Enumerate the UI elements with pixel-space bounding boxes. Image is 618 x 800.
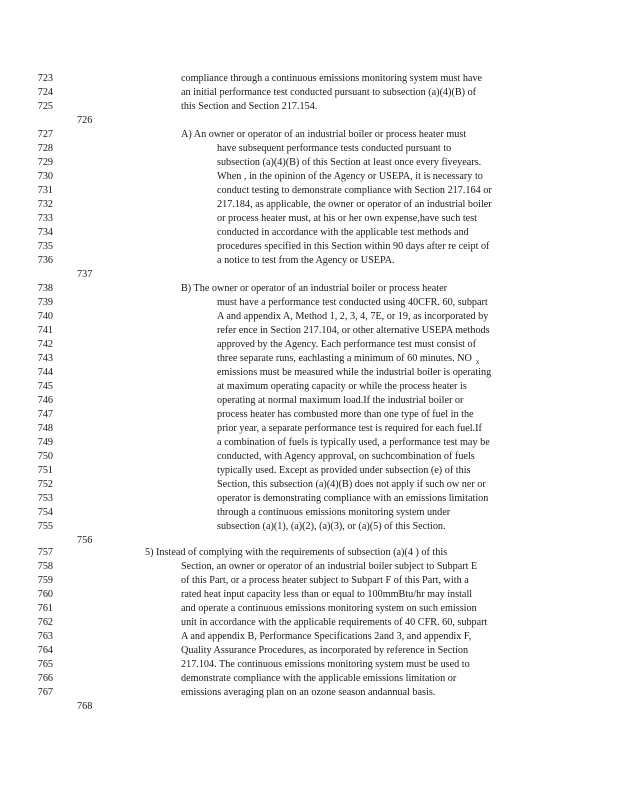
text-line	[0, 686, 618, 700]
text-line	[0, 380, 618, 394]
line-number: 747	[37, 409, 53, 420]
text-line	[0, 156, 618, 170]
text-line	[0, 574, 618, 588]
text-line	[0, 226, 618, 240]
text-line	[0, 546, 618, 560]
text-line	[0, 450, 618, 464]
text-line	[0, 644, 618, 658]
line-text: subsection (a)(4)(B) of this Section at least once every fiveyears.	[217, 157, 482, 168]
text-line	[0, 240, 618, 254]
line-number: 736	[37, 255, 53, 266]
text-line	[0, 352, 618, 366]
line-number: 768	[77, 701, 93, 712]
text-line	[0, 296, 618, 310]
line-number: 731	[37, 185, 53, 196]
text-line	[0, 72, 618, 86]
line-number: 738	[37, 283, 53, 294]
line-number: 737	[77, 269, 93, 280]
text-line	[0, 436, 618, 450]
line-text: conduct testing to demonstrate compliance with Section 217.164 or	[217, 185, 492, 196]
line-number: 730	[37, 171, 53, 182]
line-text: refer ence in Section 217.104, or other alternative USEPA methods	[217, 325, 490, 336]
line-number: 749	[37, 437, 53, 448]
text-line	[0, 100, 618, 114]
line-number: 755	[37, 521, 53, 532]
line-text: A) An owner or operator of an industrial boiler or process heater must	[181, 129, 467, 140]
text-line	[0, 672, 618, 686]
line-text: When , in the opinion of the Agency or USEPA, it is necessary to	[217, 171, 483, 182]
line-number: 757	[37, 547, 53, 558]
text-line	[0, 464, 618, 478]
line-number: 753	[37, 493, 53, 504]
text-line	[0, 310, 618, 324]
text-line	[0, 520, 618, 534]
line-text: or process heater must, at his or her own expense,have such test	[217, 213, 477, 224]
line-number: 765	[37, 659, 53, 670]
text-line	[0, 616, 618, 630]
line-number: 762	[37, 617, 53, 628]
text-line	[0, 338, 618, 352]
gap-line	[0, 114, 618, 128]
line-number: 740	[37, 311, 53, 322]
text-line	[0, 588, 618, 602]
line-text: 5) Instead of complying with the requirements of subsection (a)(4 ) of this	[145, 547, 448, 558]
line-text: conducted, with Agency approval, on suchcombination of fuels	[217, 451, 475, 462]
line-number: 732	[37, 199, 53, 210]
line-number: 733	[37, 213, 53, 224]
line-number: 761	[37, 603, 53, 614]
line-number: 724	[37, 87, 53, 98]
line-number: 728	[37, 143, 53, 154]
text-line	[0, 422, 618, 436]
line-number: 759	[37, 575, 53, 586]
line-number: 748	[37, 423, 53, 434]
line-number: 744	[37, 367, 53, 378]
line-text: a notice to test from the Agency or USEPA.	[217, 255, 395, 266]
text-line	[0, 170, 618, 184]
text-line	[0, 658, 618, 672]
text-line	[0, 394, 618, 408]
text-line	[0, 408, 618, 422]
line-number: 766	[37, 673, 53, 684]
line-number: 739	[37, 297, 53, 308]
line-text: have subsequent performance tests conducted pursuant to	[217, 143, 452, 154]
text-line	[0, 478, 618, 492]
nox-subscript: x	[475, 358, 480, 367]
line-number: 726	[77, 115, 93, 126]
line-text: 217.184, as applicable, the owner or operator of an industrial boiler	[217, 199, 492, 210]
text-line	[0, 128, 618, 142]
text-line	[0, 86, 618, 100]
line-text: emissions must be measured while the industrial boiler is operating	[217, 367, 492, 378]
line-text: A and appendix A, Method 1, 2, 3, 4, 7E, or 19, as incorporated by	[217, 311, 489, 322]
line-number: 727	[37, 129, 53, 140]
line-number: 745	[37, 381, 53, 392]
line-text-main: three separate runs, eachlasting a minimum of 60 minutes. NO	[217, 353, 472, 364]
line-text: A and appendix B, Performance Specifications 2and 3, and appendix F,	[181, 631, 472, 642]
text-line	[0, 602, 618, 616]
line-number: 734	[37, 227, 53, 238]
line-number: 751	[37, 465, 53, 476]
text-line	[0, 184, 618, 198]
line-text: rated heat input capacity less than or equal to 100mmBtu/hr may install	[181, 589, 473, 600]
line-text: Section, an owner or operator of an industrial boiler subject to Subpart E	[181, 561, 478, 572]
line-number: 767	[37, 687, 53, 698]
line-text: an initial performance test conducted pursuant to subsection (a)(4)(B) of	[181, 87, 477, 98]
text-line	[0, 366, 618, 380]
text-line	[0, 324, 618, 338]
line-number: 756	[77, 535, 93, 546]
text-line	[0, 630, 618, 644]
line-number: 754	[37, 507, 53, 518]
line-text: demonstrate compliance with the applicable emissions limitation or	[181, 673, 457, 684]
line-text: at maximum operating capacity or while the process heater is	[217, 381, 467, 392]
line-text: approved by the Agency. Each performance test must consist of	[217, 339, 477, 350]
line-number: 750	[37, 451, 53, 462]
line-text: 217.104. The continuous emissions monitoring system must be used to	[181, 659, 470, 670]
line-number: 729	[37, 157, 53, 168]
line-number: 741	[37, 325, 53, 336]
line-number: 746	[37, 395, 53, 406]
line-text: compliance through a continuous emissions monitoring system must have	[181, 73, 483, 84]
text-line	[0, 254, 618, 268]
line-text: must have a performance test conducted using 40CFR. 60, subpart	[217, 297, 488, 308]
line-text: conducted in accordance with the applicable test methods and	[217, 227, 469, 238]
line-text: B) The owner or operator of an industrial boiler or process heater	[181, 283, 448, 294]
text-line	[0, 492, 618, 506]
line-text: procedures specified in this Section within 90 days after re ceipt of	[217, 241, 490, 252]
line-text: and operate a continuous emissions monitoring system on such emission	[181, 603, 477, 614]
line-text: operating at normal maximum load.If the industrial boiler or	[217, 395, 464, 406]
line-text: process heater has combusted more than one type of fuel in the	[217, 409, 474, 420]
line-text: subsection (a)(1), (a)(2), (a)(3), or (a)(5) of this Section.	[217, 521, 446, 532]
line-number: 735	[37, 241, 53, 252]
line-number: 763	[37, 631, 53, 642]
line-text: through a continuous emissions monitoring system under	[217, 507, 451, 518]
line-text: unit in accordance with the applicable requirements of 40 CFR. 60, subpart	[181, 617, 488, 628]
line-text: a combination of fuels is typically used, a performance test may be	[217, 437, 490, 448]
line-number: 758	[37, 561, 53, 572]
text-line	[0, 282, 618, 296]
gap-line	[0, 700, 618, 714]
line-text: this Section and Section 217.154.	[181, 101, 318, 112]
line-text: emissions averaging plan on an ozone season andannual basis.	[181, 687, 436, 698]
line-text: prior year, a separate performance test is required for each fuel.If	[217, 423, 482, 434]
line-number: 743	[37, 353, 53, 364]
text-line	[0, 212, 618, 226]
line-number: 723	[37, 73, 53, 84]
line-number: 742	[37, 339, 53, 350]
line-number: 764	[37, 645, 53, 656]
line-number: 725	[37, 101, 53, 112]
line-text: Quality Assurance Procedures, as incorporated by reference in Section	[181, 645, 469, 656]
line-number: 760	[37, 589, 53, 600]
text-line	[0, 198, 618, 212]
line-text: typically used. Except as provided under subsection (e) of this	[217, 465, 471, 476]
line-text: Section, this subsection (a)(4)(B) does not apply if such ow ner or	[217, 479, 486, 490]
line-text: of this Part, or a process heater subject to Subpart F of this Part, with a	[181, 575, 469, 586]
text-line	[0, 142, 618, 156]
text-line	[0, 560, 618, 574]
line-number: 752	[37, 479, 53, 490]
text-line	[0, 506, 618, 520]
line-text: operator is demonstrating compliance with an emissions limitation	[217, 493, 489, 504]
gap-line	[0, 268, 618, 282]
